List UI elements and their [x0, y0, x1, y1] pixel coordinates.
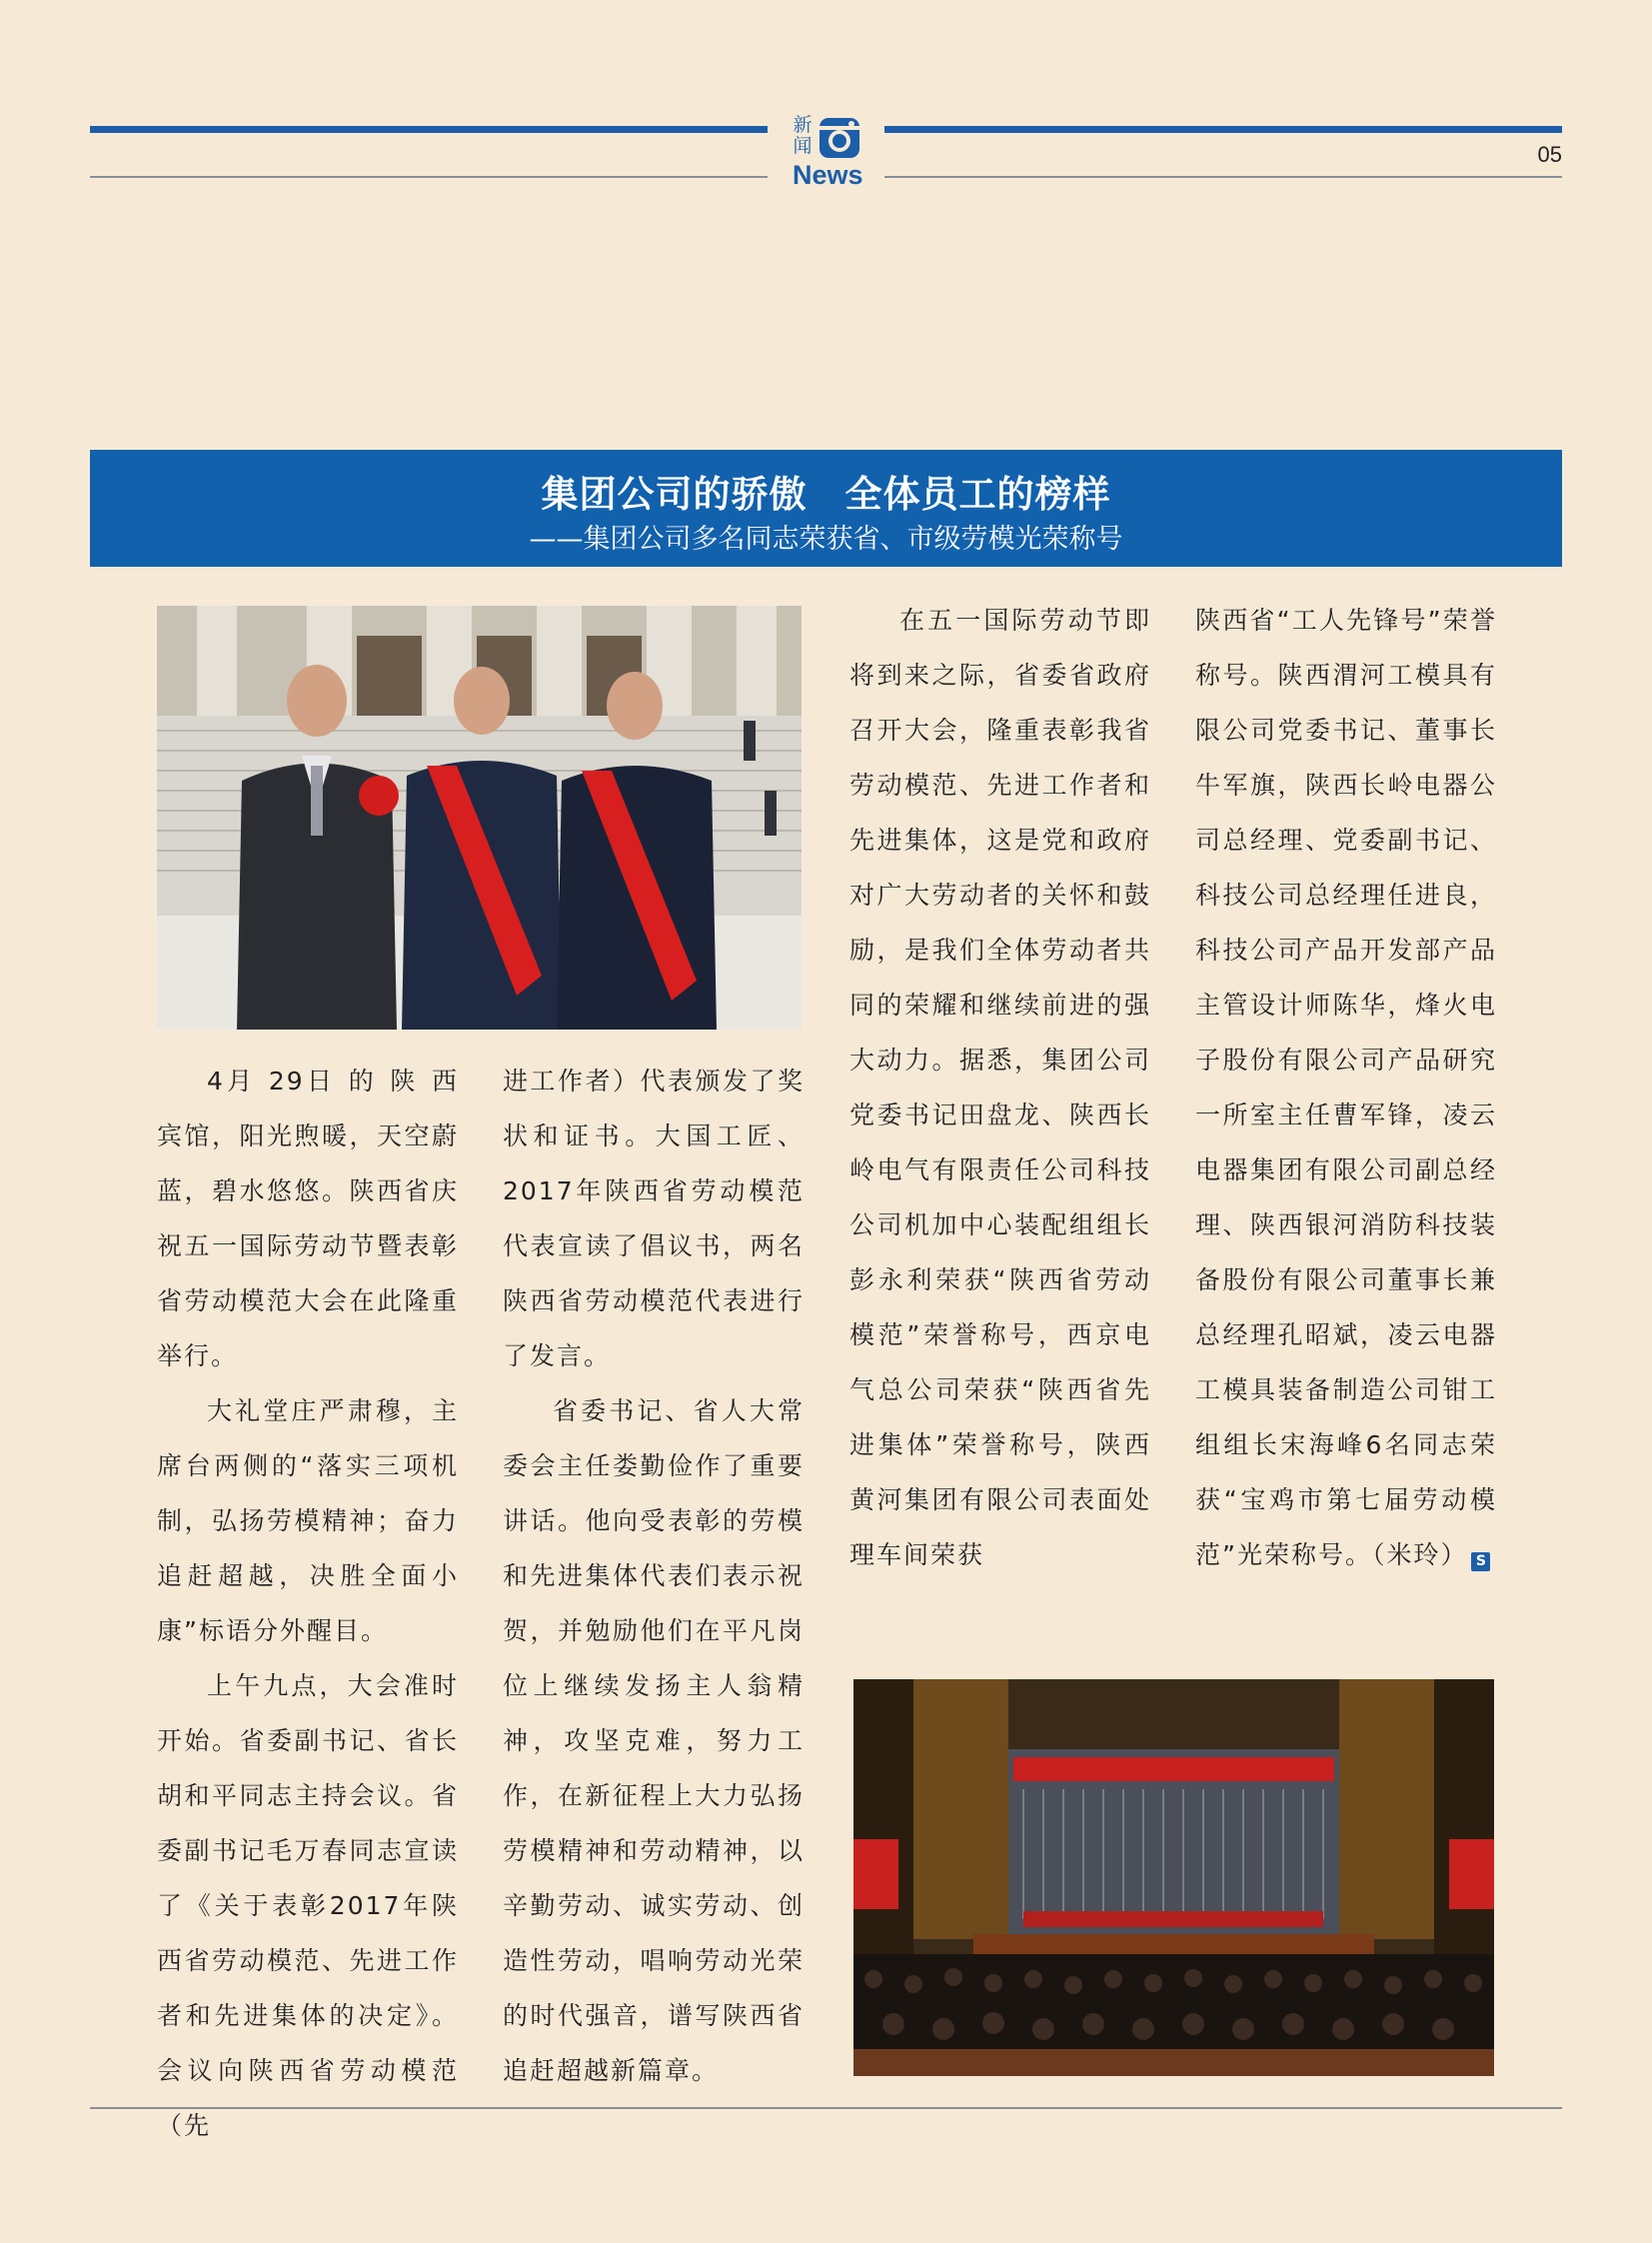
paragraph: 4月 29日 的 陕 西 宾馆，阳光煦暖，天空蔚蓝，碧水悠悠。陕西省庆祝五一国际劳动节暨表彰省劳动模范大会在此隆重举行。 [157, 1067, 459, 1370]
photo-conference-hall [853, 1679, 1494, 2076]
page-number: 05 [1537, 142, 1562, 167]
article-column-3 [849, 593, 1151, 1582]
paragraph: 上午九点，大会准时开始。省委副书记、省长胡和平同志主持会议。省委副书记毛万春同志宣读了《关于表彰2017年陕西省劳动模范、先进工作者和先进集体的决定》。会议向陕西省劳动模范（先 [157, 1671, 459, 2140]
article-title: 集团公司的骄傲 全体员工的榜样 [541, 473, 1111, 516]
header-thin-rule-left [90, 176, 768, 178]
paragraph-text: 陕西省“工人先锋号”荣誉称号。陕西渭河工模具有限公司党委书记、董事长牛军旗，陕西长岭电器公司总经理、党委副书记、科技公司总经理任进良，科技公司产品开发部产品主管设计师陈华，烽火电子股份有限公司产品研究一所室主任曹军锋，凌云电器集团有限公司副总经理、陕西银河消防科技装备股份有限公司董事长兼总经理孔昭斌，凌云电器工模具装备制造公司钳工组组长宋海峰6名同志荣获“宝鸡市第七届劳动模范”光荣称号。（米玲） [1195, 606, 1497, 1569]
paragraph-final [1195, 593, 1497, 1582]
header-thin-rule-right [884, 176, 1562, 178]
article-column-1 [157, 1054, 459, 2153]
footer-rule [90, 2107, 1562, 2109]
article-subtitle: ——集团公司多名同志荣获省、市级劳模光荣称号 [529, 524, 1123, 555]
paragraph: 在五一国际劳动节即将到来之际，省委省政府召开大会，隆重表彰我省劳动模范、先进工作者和先进集体，这是党和政府对广大劳动者的关怀和鼓励，是我们全体劳动者共同的荣耀和继续前进的强大动力。据悉，集团公司党委书记田盘龙、陕西长岭电气有限责任公司科技公司机加中心装配组组长彭永利荣获“陕西省劳动模范”荣誉称号，西京电气总公司荣获“陕西省先进集体”荣誉称号，陕西黄河集团有限公司表面处理车间荣获 [849, 606, 1151, 1569]
header-rule-left [90, 126, 768, 133]
article-title-banner [90, 450, 1562, 567]
paragraph: 大礼堂庄严肃穆，主席台两侧的“落实三项机制，弘扬劳模精神；奋力追赶超越，决胜全面小康”标语分外醒目。 [157, 1396, 459, 1645]
paragraph: 省委书记、省人大常委会主任娄勤俭作了重要讲话。他向受表彰的劳模和先进集体代表们表示祝贺，并勉励他们在平凡岗位上继续发扬主人翁精神，攻坚克难，努力工作，在新征程上大力弘扬劳模精神和劳动精神，以辛勤劳动、诚实劳动、创造性劳动，唱响劳动光荣的时代强音，谱写陕西省追赶超越新篇章。 [503, 1396, 805, 2085]
paragraph: 进工作者）代表颁发了奖状和证书。大国工匠、2017年陕西省劳动模范代表宣读了倡议书，两名陕西省劳动模范代表进行了发言。 [503, 1067, 805, 1370]
camera-icon [818, 116, 861, 160]
end-mark-icon: S [1471, 1552, 1490, 1571]
section-label-en: News [793, 160, 863, 190]
photo-model-workers [157, 606, 802, 1030]
article-column-4 [1195, 593, 1497, 1582]
header-rule-right [884, 126, 1562, 133]
article-column-2 [503, 1054, 805, 2098]
section-label-cn: 新闻 [793, 114, 813, 157]
